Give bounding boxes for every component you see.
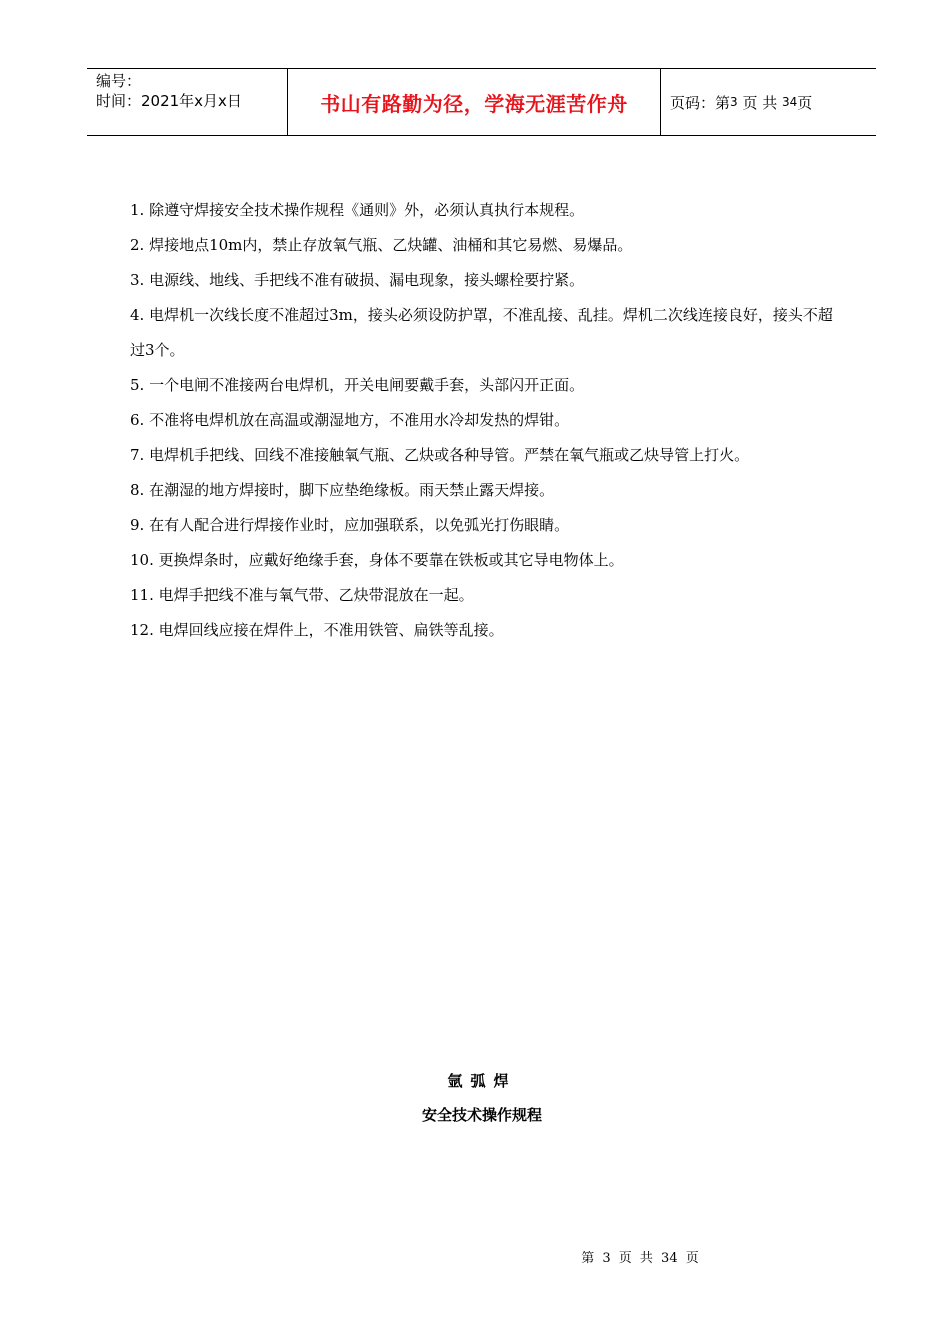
page-suffix: 页 (797, 93, 813, 112)
rule-item: 8. 在潮湿的地方焊接时，脚下应垫绝缘板。雨天禁止露天焊接。 (130, 481, 555, 499)
header-page-cell (661, 69, 876, 135)
page-current: 3 (730, 95, 738, 109)
rule-item: 7. 电焊机手把线、回线不准接触氧气瓶、乙炔或各种导管。严禁在氧气瓶或乙炔导管上打火。 (130, 446, 750, 464)
rule-item: 4. 电焊机一次线长度不准超过3m，接头必须设防护罩，不准乱接、乱挂。焊机二次线连接良好，接头不超过3个。 (130, 306, 833, 359)
document-header (87, 68, 876, 136)
rule-item: 12. 电焊回线应接在焊件上，不准用铁管、扁铁等乱接。 (130, 621, 504, 639)
rules-list (130, 193, 842, 648)
section-subtitle: 安全技术操作规程 (421, 1106, 542, 1124)
page-middle: 页 共 (742, 93, 778, 112)
page-prefix: 页码：第 (670, 93, 731, 112)
rule-item: 9. 在有人配合进行焊接作业时，应加强联系，以免弧光打伤眼睛。 (130, 516, 570, 534)
rule-item: 3. 电源线、地线、手把线不准有破损、漏电现象，接头螺栓要拧紧。 (130, 271, 585, 289)
rule-item: 5. 一个电闸不准接两台电焊机，开关电闸要戴手套，头部闪开正面。 (130, 376, 585, 394)
section-title: 氩弧焊 (447, 1072, 517, 1090)
header-info-cell (87, 69, 287, 135)
rule-item: 2. 焊接地点10m内，禁止存放氧气瓶、乙炔罐、油桶和其它易燃、易爆品。 (130, 236, 633, 254)
page-total: 34 (782, 95, 798, 109)
header-motto-cell (287, 69, 661, 135)
header-motto: 书山有路勤为径，学海无涯苦作舟 (320, 91, 628, 116)
rule-item: 6. 不准将电焊机放在高温或潮湿地方，不准用水冷却发热的焊钳。 (130, 411, 570, 429)
document-number-label: 编号： (96, 72, 142, 90)
rule-item: 10. 更换焊条时，应戴好绝缘手套，身体不要靠在铁板或其它导电物体上。 (130, 551, 624, 569)
rule-item: 11. 电焊手把线不准与氧气带、乙炔带混放在一起。 (130, 586, 474, 604)
document-time-label: 时间：2021年x月x日 (96, 92, 242, 110)
rule-item: 1. 除遵守焊接安全技术操作规程《通则》外，必须认真执行本规程。 (130, 201, 585, 219)
page-footer: 第 3 页 共 34 页 (581, 1251, 699, 1266)
